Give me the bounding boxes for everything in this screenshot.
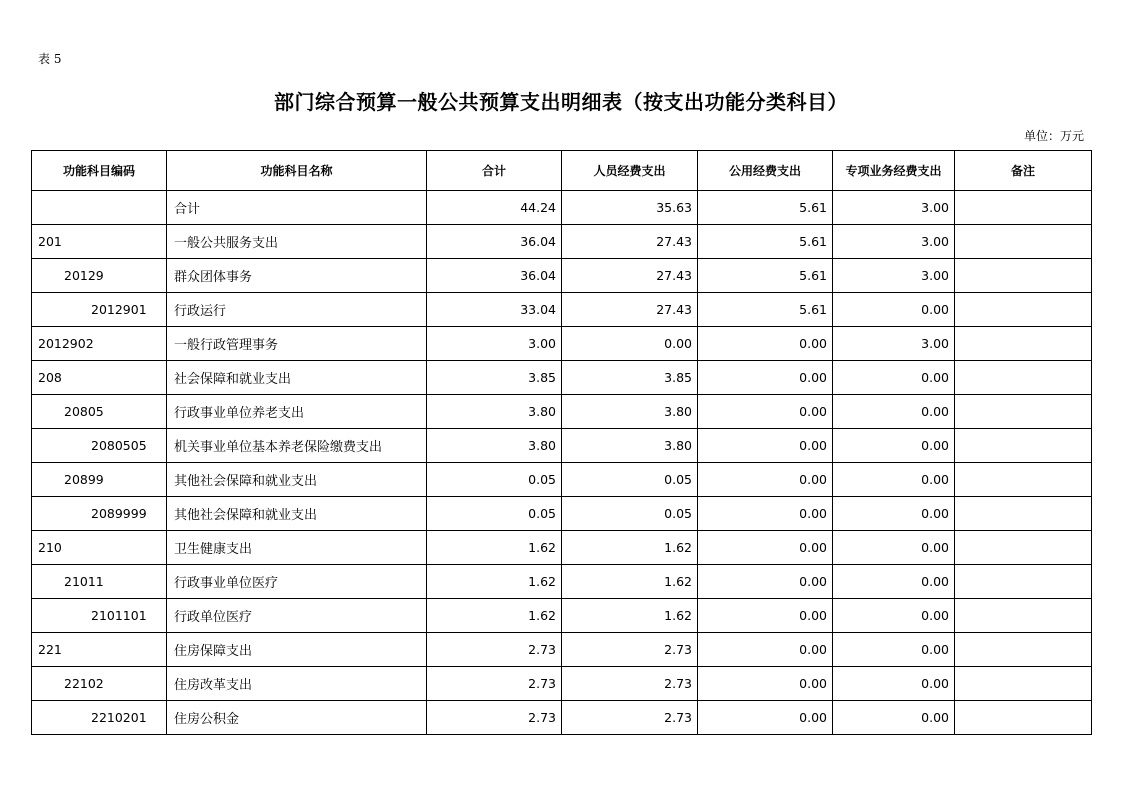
- cell-remark: [955, 225, 1092, 259]
- cell-total: 0.05: [427, 497, 562, 531]
- cell-code: 2080505: [32, 429, 167, 463]
- cell-code: 20129: [32, 259, 167, 293]
- cell-total: 3.80: [427, 395, 562, 429]
- header-public: 公用经费支出: [698, 151, 833, 191]
- cell-remark: [955, 293, 1092, 327]
- cell-remark: [955, 259, 1092, 293]
- cell-personnel: 3.80: [562, 395, 698, 429]
- cell-remark: [955, 361, 1092, 395]
- cell-public: 0.00: [698, 701, 833, 735]
- cell-special: 0.00: [833, 429, 955, 463]
- unit-note: 单位：万元: [1023, 129, 1084, 143]
- cell-personnel: 1.62: [562, 599, 698, 633]
- cell-code: 221: [32, 633, 167, 667]
- cell-special: 0.00: [833, 361, 955, 395]
- header-row: [32, 151, 1092, 191]
- cell-special: 0.00: [833, 667, 955, 701]
- cell-code: 2012901: [32, 293, 167, 327]
- table-row: [32, 429, 1092, 463]
- cell-remark: [955, 191, 1092, 225]
- cell-personnel: 3.85: [562, 361, 698, 395]
- table-row: [32, 259, 1092, 293]
- table-row: [32, 531, 1092, 565]
- cell-public: 0.00: [698, 361, 833, 395]
- table-row: [32, 565, 1092, 599]
- cell-total: 1.62: [427, 565, 562, 599]
- cell-code: 20899: [32, 463, 167, 497]
- cell-special: 3.00: [833, 327, 955, 361]
- cell-total: 3.80: [427, 429, 562, 463]
- cell-special: 3.00: [833, 259, 955, 293]
- cell-special: 0.00: [833, 293, 955, 327]
- cell-total: 1.62: [427, 531, 562, 565]
- cell-remark: [955, 667, 1092, 701]
- cell-public: 5.61: [698, 225, 833, 259]
- cell-remark: [955, 531, 1092, 565]
- table-row: [32, 327, 1092, 361]
- cell-remark: [955, 327, 1092, 361]
- cell-special: 0.00: [833, 497, 955, 531]
- cell-public: 0.00: [698, 497, 833, 531]
- cell-special: 3.00: [833, 225, 955, 259]
- table-label: 表 5: [38, 52, 62, 66]
- cell-remark: [955, 429, 1092, 463]
- cell-personnel: 27.43: [562, 225, 698, 259]
- cell-name: 住房保障支出: [167, 633, 427, 667]
- cell-personnel: 3.80: [562, 429, 698, 463]
- cell-name: 机关事业单位基本养老保险缴费支出: [167, 429, 427, 463]
- table-body: [32, 191, 1092, 735]
- cell-total: 36.04: [427, 259, 562, 293]
- cell-personnel: 35.63: [562, 191, 698, 225]
- cell-name: 行政运行: [167, 293, 427, 327]
- cell-name: 行政事业单位医疗: [167, 565, 427, 599]
- cell-total: 3.85: [427, 361, 562, 395]
- cell-public: 0.00: [698, 429, 833, 463]
- cell-total: 33.04: [427, 293, 562, 327]
- cell-remark: [955, 701, 1092, 735]
- cell-total: 44.24: [427, 191, 562, 225]
- cell-name: 住房改革支出: [167, 667, 427, 701]
- cell-public: 5.61: [698, 293, 833, 327]
- cell-remark: [955, 565, 1092, 599]
- cell-total: 0.05: [427, 463, 562, 497]
- cell-total: 2.73: [427, 633, 562, 667]
- cell-personnel: 1.62: [562, 531, 698, 565]
- cell-code: 2012902: [32, 327, 167, 361]
- cell-total: 1.62: [427, 599, 562, 633]
- cell-personnel: 2.73: [562, 701, 698, 735]
- cell-personnel: 0.05: [562, 497, 698, 531]
- table-row: [32, 293, 1092, 327]
- table-row: [32, 225, 1092, 259]
- cell-name: 一般行政管理事务: [167, 327, 427, 361]
- cell-special: 3.00: [833, 191, 955, 225]
- cell-personnel: 2.73: [562, 667, 698, 701]
- cell-code: 2101101: [32, 599, 167, 633]
- cell-special: 0.00: [833, 599, 955, 633]
- cell-code: 201: [32, 225, 167, 259]
- cell-name: 卫生健康支出: [167, 531, 427, 565]
- table-row: [32, 191, 1092, 225]
- cell-public: 5.61: [698, 191, 833, 225]
- cell-personnel: 2.73: [562, 633, 698, 667]
- cell-code: 22102: [32, 667, 167, 701]
- cell-code: 2089999: [32, 497, 167, 531]
- cell-special: 0.00: [833, 531, 955, 565]
- cell-code: 2210201: [32, 701, 167, 735]
- header-code: 功能科目编码: [32, 151, 167, 191]
- cell-code: 20805: [32, 395, 167, 429]
- cell-remark: [955, 395, 1092, 429]
- cell-total: 3.00: [427, 327, 562, 361]
- cell-public: 0.00: [698, 327, 833, 361]
- header-remark: 备注: [955, 151, 1092, 191]
- table-row: [32, 599, 1092, 633]
- cell-public: 0.00: [698, 463, 833, 497]
- header-special: 专项业务经费支出: [833, 151, 955, 191]
- page-title: 部门综合预算一般公共预算支出明细表（按支出功能分类科目）: [274, 90, 848, 114]
- cell-total: 36.04: [427, 225, 562, 259]
- cell-personnel: 1.62: [562, 565, 698, 599]
- cell-public: 0.00: [698, 565, 833, 599]
- cell-total: 2.73: [427, 667, 562, 701]
- cell-remark: [955, 599, 1092, 633]
- cell-name: 合计: [167, 191, 427, 225]
- table-row: [32, 497, 1092, 531]
- table-row: [32, 667, 1092, 701]
- cell-code: 21011: [32, 565, 167, 599]
- cell-name: 行政单位医疗: [167, 599, 427, 633]
- cell-name: 行政事业单位养老支出: [167, 395, 427, 429]
- cell-name: 社会保障和就业支出: [167, 361, 427, 395]
- table-row: [32, 701, 1092, 735]
- cell-name: 其他社会保障和就业支出: [167, 497, 427, 531]
- cell-public: 0.00: [698, 667, 833, 701]
- table-row: [32, 463, 1092, 497]
- expenditure-table: [31, 150, 1092, 735]
- cell-name: 住房公积金: [167, 701, 427, 735]
- cell-total: 2.73: [427, 701, 562, 735]
- cell-special: 0.00: [833, 395, 955, 429]
- cell-personnel: 0.00: [562, 327, 698, 361]
- cell-name: 其他社会保障和就业支出: [167, 463, 427, 497]
- cell-special: 0.00: [833, 633, 955, 667]
- table-row: [32, 395, 1092, 429]
- cell-special: 0.00: [833, 463, 955, 497]
- header-name: 功能科目名称: [167, 151, 427, 191]
- header-total: 合计: [427, 151, 562, 191]
- table-row: [32, 633, 1092, 667]
- cell-name: 一般公共服务支出: [167, 225, 427, 259]
- cell-name: 群众团体事务: [167, 259, 427, 293]
- table-row: [32, 361, 1092, 395]
- cell-special: 0.00: [833, 701, 955, 735]
- cell-remark: [955, 463, 1092, 497]
- cell-code: [32, 191, 167, 225]
- cell-public: 5.61: [698, 259, 833, 293]
- cell-code: 208: [32, 361, 167, 395]
- cell-remark: [955, 633, 1092, 667]
- cell-personnel: 27.43: [562, 259, 698, 293]
- cell-public: 0.00: [698, 599, 833, 633]
- cell-remark: [955, 497, 1092, 531]
- cell-code: 210: [32, 531, 167, 565]
- cell-public: 0.00: [698, 531, 833, 565]
- cell-public: 0.00: [698, 395, 833, 429]
- cell-personnel: 0.05: [562, 463, 698, 497]
- header-personnel: 人员经费支出: [562, 151, 698, 191]
- cell-public: 0.00: [698, 633, 833, 667]
- cell-personnel: 27.43: [562, 293, 698, 327]
- cell-special: 0.00: [833, 565, 955, 599]
